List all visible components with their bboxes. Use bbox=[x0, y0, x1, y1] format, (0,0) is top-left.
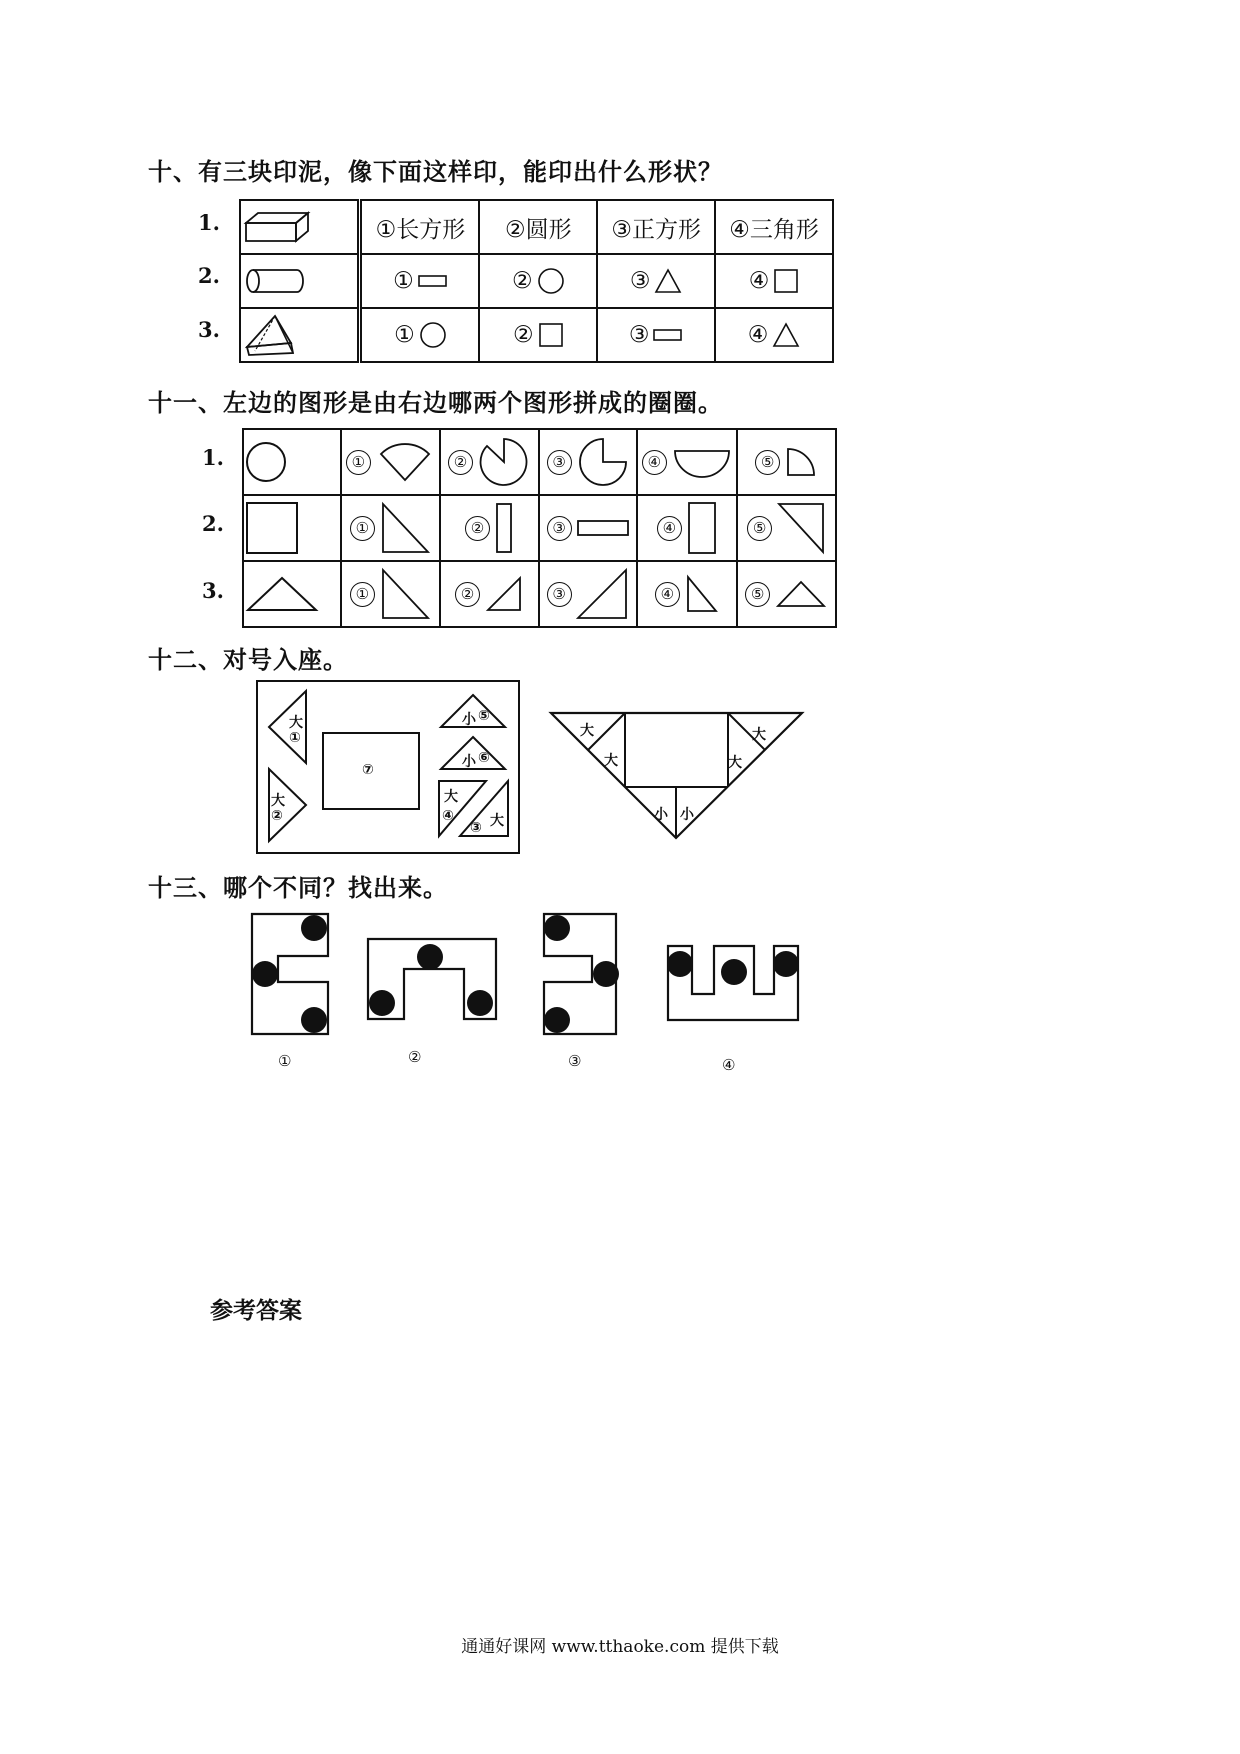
q13-figure-3[interactable] bbox=[540, 910, 630, 1050]
isosceles-triangle-icon bbox=[774, 578, 828, 610]
q10-r1-opt1[interactable] bbox=[360, 200, 479, 254]
q13-title: 十三、哪个不同？找出来。 bbox=[148, 874, 448, 902]
semicircle-icon bbox=[671, 445, 733, 479]
piece-6-size: 小 bbox=[462, 754, 476, 770]
piece-4-mark: ④ bbox=[442, 808, 454, 824]
piece-5-size: 小 bbox=[462, 712, 476, 728]
tall-rectangle-icon bbox=[494, 501, 514, 555]
piece-2-mark: ② bbox=[271, 808, 283, 824]
answer-title: 参考答案 bbox=[210, 1298, 302, 1324]
triangle-icon bbox=[654, 268, 682, 294]
piece-1-triangle[interactable] bbox=[266, 688, 310, 766]
mark: ④ bbox=[748, 268, 770, 294]
mark: ① bbox=[375, 216, 397, 243]
q13-mark-4: ④ bbox=[722, 1056, 736, 1074]
cuboid-icon bbox=[241, 207, 311, 247]
piece-5-mark: ⑤ bbox=[478, 708, 490, 724]
q10-r2-opt1[interactable] bbox=[360, 254, 479, 308]
right-triangle-icon bbox=[379, 567, 431, 621]
mark: ② bbox=[504, 216, 526, 243]
square-icon bbox=[773, 268, 799, 294]
target-label-2: 大 bbox=[604, 753, 618, 769]
q11-r3-opt1[interactable] bbox=[341, 561, 441, 627]
q11-r1-opt2[interactable] bbox=[440, 429, 539, 495]
q11-r3-opt4[interactable] bbox=[637, 561, 737, 627]
q11-r2-opt2[interactable] bbox=[440, 495, 539, 561]
right-triangle-flipped-icon bbox=[776, 501, 826, 555]
mark: ③ bbox=[547, 516, 572, 541]
q11-r2-target bbox=[243, 495, 341, 561]
q11-r1-opt3[interactable] bbox=[539, 429, 638, 495]
triangle-icon bbox=[772, 322, 800, 348]
q13-figure-4[interactable] bbox=[664, 940, 804, 1026]
q11-r2-opt3[interactable] bbox=[539, 495, 638, 561]
q11-title: 十一、左边的图形是由右边哪两个图形拼成的圈圈。 bbox=[148, 389, 723, 417]
mark: ③ bbox=[629, 268, 651, 294]
q10-r2-opt3[interactable] bbox=[597, 254, 715, 308]
piece-1-mark: ① bbox=[289, 730, 301, 746]
q11-r3-opt3[interactable] bbox=[539, 561, 638, 627]
mark: ③ bbox=[628, 322, 650, 348]
option-label: 三角形 bbox=[749, 216, 819, 243]
q10-r1-opt2[interactable] bbox=[479, 200, 597, 254]
mark: ① bbox=[394, 322, 415, 348]
target-label-3: 大 bbox=[752, 727, 766, 743]
triangular-prism-icon bbox=[241, 313, 301, 357]
mark: ④ bbox=[657, 516, 682, 541]
q11-row3-num: 3. bbox=[202, 578, 224, 603]
mark: ⑤ bbox=[755, 450, 780, 475]
square-target-icon bbox=[244, 500, 300, 556]
q12-title: 十二、对号入座。 bbox=[148, 646, 348, 674]
q11-r1-opt5[interactable] bbox=[737, 429, 836, 495]
mark: ② bbox=[455, 582, 480, 607]
q10-r1-opt3[interactable] bbox=[597, 200, 715, 254]
small-right-triangle-icon bbox=[484, 574, 524, 614]
piece-3-size: 大 bbox=[490, 813, 504, 829]
q10-row3-num: 3. bbox=[198, 317, 220, 342]
q13-mark-1: ① bbox=[278, 1052, 292, 1070]
q11-r3-target bbox=[243, 561, 341, 627]
q11-r2-opt1[interactable] bbox=[341, 495, 441, 561]
mark: ③ bbox=[547, 582, 572, 607]
q11-row1-num: 1. bbox=[202, 445, 224, 470]
q10-r1-opt4[interactable] bbox=[715, 200, 833, 254]
wide-rectangle-icon bbox=[576, 518, 630, 538]
mark: ① bbox=[393, 268, 414, 294]
q11-r3-opt2[interactable] bbox=[440, 561, 539, 627]
q11-r1-target bbox=[243, 429, 341, 495]
target-label-5: 小 bbox=[654, 807, 668, 823]
q10-object-prism bbox=[240, 308, 360, 362]
q13-mark-3: ③ bbox=[568, 1052, 582, 1070]
mark: ④ bbox=[642, 450, 667, 475]
q10-table bbox=[239, 199, 834, 363]
q10-r3-opt1[interactable] bbox=[360, 308, 479, 362]
cylinder-icon bbox=[241, 264, 311, 298]
mark: ① bbox=[350, 582, 375, 607]
circle-icon bbox=[419, 321, 447, 349]
q10-title: 十、有三块印泥，像下面这样印，能印出什么形状？ bbox=[148, 158, 723, 186]
page-footer[interactable]: 通通好课网 www.tthaoke.com 提供下载 bbox=[461, 1637, 779, 1657]
q13-figure-2[interactable] bbox=[364, 935, 502, 1025]
mark: ③ bbox=[547, 450, 572, 475]
q10-r3-opt4[interactable] bbox=[715, 308, 833, 362]
q10-r3-opt3[interactable] bbox=[597, 308, 715, 362]
option-label: 圆形 bbox=[525, 216, 572, 243]
triangle-target-icon bbox=[244, 574, 320, 614]
option-label: 长方形 bbox=[396, 216, 466, 243]
mark: ④ bbox=[729, 216, 750, 243]
mark: ① bbox=[350, 516, 375, 541]
mark: ④ bbox=[747, 322, 769, 348]
mark: ④ bbox=[655, 582, 680, 607]
piece-2-size: 大 bbox=[271, 793, 285, 809]
q11-r1-opt4[interactable] bbox=[637, 429, 737, 495]
target-label-1: 大 bbox=[580, 723, 594, 739]
mark: ② bbox=[511, 268, 533, 294]
mark: ② bbox=[465, 516, 490, 541]
piece-6-mark: ⑥ bbox=[478, 750, 490, 766]
rectangle-icon bbox=[653, 328, 683, 342]
q10-row2-num: 2. bbox=[198, 263, 220, 288]
piece-7-mark: ⑦ bbox=[362, 762, 374, 778]
small-right-triangle-left-icon bbox=[684, 573, 720, 615]
target-label-4: 大 bbox=[728, 755, 742, 771]
sector-icon bbox=[375, 440, 435, 484]
q11-row2-num: 2. bbox=[202, 511, 224, 536]
mark: ① bbox=[346, 450, 371, 475]
mark: ⑤ bbox=[747, 516, 772, 541]
q11-r2-opt4[interactable] bbox=[637, 495, 737, 561]
square-icon bbox=[538, 322, 564, 348]
quarter-circle-icon bbox=[784, 445, 818, 479]
q10-r2-opt4[interactable] bbox=[715, 254, 833, 308]
pacman-icon bbox=[477, 435, 531, 489]
mark: ② bbox=[512, 322, 534, 348]
q10-object-cuboid bbox=[240, 200, 360, 254]
q11-r2-opt5[interactable] bbox=[737, 495, 836, 561]
piece-1-size: 大 bbox=[289, 715, 303, 731]
q11-r3-opt5[interactable] bbox=[737, 561, 836, 627]
circle-icon bbox=[537, 267, 565, 295]
piece-3-mark: ③ bbox=[470, 820, 482, 836]
q11-r1-opt1[interactable] bbox=[341, 429, 441, 495]
q10-r3-opt2[interactable] bbox=[479, 308, 597, 362]
target-label-6: 小 bbox=[680, 807, 694, 823]
right-triangle-icon bbox=[379, 501, 431, 555]
mark: ⑤ bbox=[745, 582, 770, 607]
mark: ② bbox=[448, 450, 473, 475]
q13-mark-2: ② bbox=[408, 1048, 422, 1066]
q11-table bbox=[242, 428, 837, 628]
q13-figure-1[interactable] bbox=[248, 910, 338, 1050]
mark: ③ bbox=[611, 216, 632, 243]
large-right-triangle-icon bbox=[576, 567, 630, 621]
rectangle-icon bbox=[418, 274, 448, 288]
piece-4-size: 大 bbox=[444, 789, 458, 805]
circle-target-icon bbox=[244, 440, 288, 484]
q10-row1-num: 1. bbox=[198, 210, 220, 235]
q10-object-cylinder bbox=[240, 254, 360, 308]
option-label: 正方形 bbox=[631, 216, 701, 243]
q10-r2-opt2[interactable] bbox=[479, 254, 597, 308]
q12-pieces-box bbox=[256, 680, 520, 854]
three-quarter-circle-icon bbox=[576, 435, 630, 489]
half-rectangle-icon bbox=[686, 500, 718, 556]
